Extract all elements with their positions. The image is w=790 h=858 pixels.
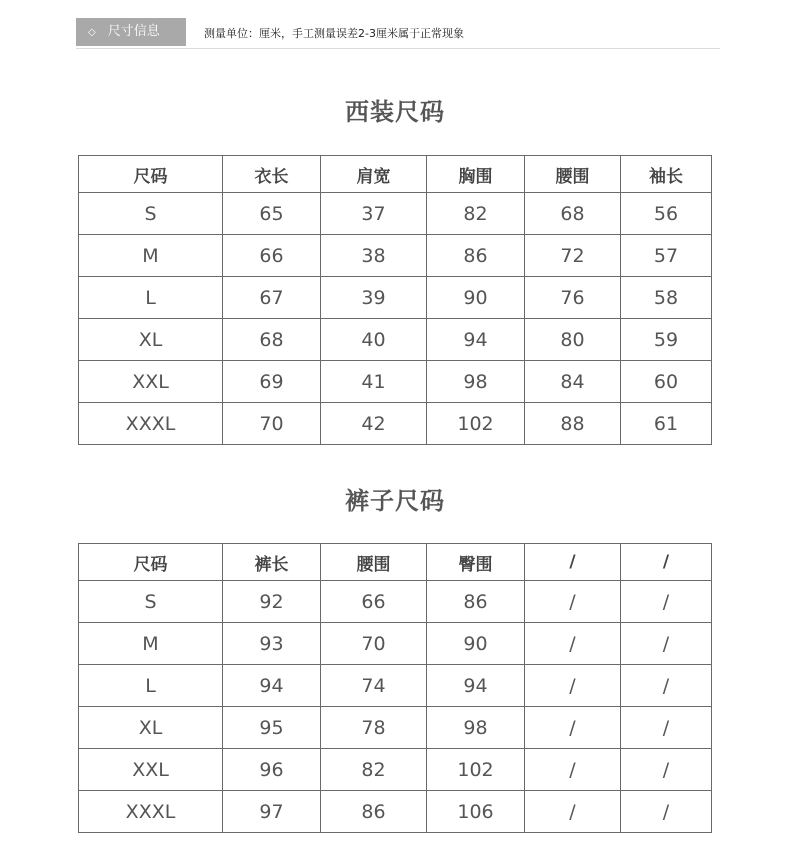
table-cell: 56 xyxy=(621,193,712,235)
table-cell: XXL xyxy=(79,361,223,403)
table-cell: 72 xyxy=(525,235,621,277)
table-cell: 84 xyxy=(525,361,621,403)
table-cell: 90 xyxy=(427,277,525,319)
table-cell: 86 xyxy=(427,235,525,277)
table-row xyxy=(79,707,712,749)
table-cell: 86 xyxy=(427,581,525,623)
table-row xyxy=(79,319,712,361)
size-info-header xyxy=(76,18,720,49)
table-cell: S xyxy=(79,581,223,623)
table-cell: / xyxy=(621,665,712,707)
pants-size-table xyxy=(78,543,712,833)
column-header: 裤长 xyxy=(223,544,321,581)
column-header: 胸围 xyxy=(427,156,525,193)
measurement-note: 测量单位：厘米，手工测量误差2-3厘米属于正常现象 xyxy=(204,27,464,40)
table-cell: 102 xyxy=(427,749,525,791)
table-cell: 80 xyxy=(525,319,621,361)
table-cell: 60 xyxy=(621,361,712,403)
table-cell: 59 xyxy=(621,319,712,361)
table-cell: L xyxy=(79,665,223,707)
table-row xyxy=(79,749,712,791)
column-header: 肩宽 xyxy=(321,156,427,193)
table-cell: 70 xyxy=(223,403,321,445)
column-header: 臀围 xyxy=(427,544,525,581)
table-cell: 68 xyxy=(223,319,321,361)
table-cell: 40 xyxy=(321,319,427,361)
table-row xyxy=(79,193,712,235)
table-cell: 88 xyxy=(525,403,621,445)
table-row xyxy=(79,235,712,277)
table-cell: XXL xyxy=(79,749,223,791)
table-cell: XL xyxy=(79,707,223,749)
table-cell: 66 xyxy=(223,235,321,277)
column-header: / xyxy=(621,544,712,581)
column-header: 腰围 xyxy=(321,544,427,581)
table-cell: / xyxy=(621,581,712,623)
table-cell: / xyxy=(621,791,712,833)
table-cell: / xyxy=(525,623,621,665)
table-cell: 95 xyxy=(223,707,321,749)
table-cell: 69 xyxy=(223,361,321,403)
table-cell: 70 xyxy=(321,623,427,665)
table-row xyxy=(79,581,712,623)
table-cell: / xyxy=(525,791,621,833)
table-cell: 42 xyxy=(321,403,427,445)
table-cell: 90 xyxy=(427,623,525,665)
table-row xyxy=(79,665,712,707)
table-cell: 102 xyxy=(427,403,525,445)
table-cell: 41 xyxy=(321,361,427,403)
table-cell: / xyxy=(621,623,712,665)
table-cell: 96 xyxy=(223,749,321,791)
column-header: 尺码 xyxy=(79,544,223,581)
size-info-tab[interactable] xyxy=(76,18,186,46)
table-cell: 66 xyxy=(321,581,427,623)
table-cell: / xyxy=(621,707,712,749)
table-row xyxy=(79,791,712,833)
table-row xyxy=(79,623,712,665)
diamond-icon: ◇ xyxy=(88,27,96,38)
table-cell: / xyxy=(525,707,621,749)
table-cell: 94 xyxy=(427,665,525,707)
table-cell: 82 xyxy=(321,749,427,791)
table-cell: 86 xyxy=(321,791,427,833)
table-cell: / xyxy=(525,581,621,623)
column-header: 衣长 xyxy=(223,156,321,193)
table-cell: 82 xyxy=(427,193,525,235)
table-cell: 37 xyxy=(321,193,427,235)
table-cell: S xyxy=(79,193,223,235)
table-cell: 76 xyxy=(525,277,621,319)
table-cell: XXXL xyxy=(79,403,223,445)
column-header: 袖长 xyxy=(621,156,712,193)
table-cell: 94 xyxy=(427,319,525,361)
table-cell: L xyxy=(79,277,223,319)
table-cell: 68 xyxy=(525,193,621,235)
table-cell: 38 xyxy=(321,235,427,277)
table-header-row xyxy=(79,544,712,581)
suit-size-table xyxy=(78,155,712,445)
table-cell: / xyxy=(621,749,712,791)
table-cell: 92 xyxy=(223,581,321,623)
table-cell: 74 xyxy=(321,665,427,707)
table-row xyxy=(79,403,712,445)
pants-size-title: 裤子尺码 xyxy=(345,487,445,515)
table-cell: 39 xyxy=(321,277,427,319)
column-header: 尺码 xyxy=(79,156,223,193)
table-cell: 94 xyxy=(223,665,321,707)
suit-size-title: 西装尺码 xyxy=(345,98,445,126)
table-row xyxy=(79,277,712,319)
table-cell: XXXL xyxy=(79,791,223,833)
table-header-row xyxy=(79,156,712,193)
table-cell: / xyxy=(525,749,621,791)
table-cell: 57 xyxy=(621,235,712,277)
table-cell: 78 xyxy=(321,707,427,749)
column-header: / xyxy=(525,544,621,581)
table-cell: 106 xyxy=(427,791,525,833)
table-cell: XL xyxy=(79,319,223,361)
table-cell: 67 xyxy=(223,277,321,319)
table-cell: 61 xyxy=(621,403,712,445)
table-cell: M xyxy=(79,235,223,277)
table-cell: M xyxy=(79,623,223,665)
table-cell: 65 xyxy=(223,193,321,235)
table-cell: 98 xyxy=(427,361,525,403)
table-cell: 97 xyxy=(223,791,321,833)
table-row xyxy=(79,361,712,403)
table-cell: 93 xyxy=(223,623,321,665)
size-info-tab-label: 尺寸信息 xyxy=(107,24,160,39)
table-cell: 98 xyxy=(427,707,525,749)
table-cell: / xyxy=(525,665,621,707)
column-header: 腰围 xyxy=(525,156,621,193)
table-cell: 58 xyxy=(621,277,712,319)
